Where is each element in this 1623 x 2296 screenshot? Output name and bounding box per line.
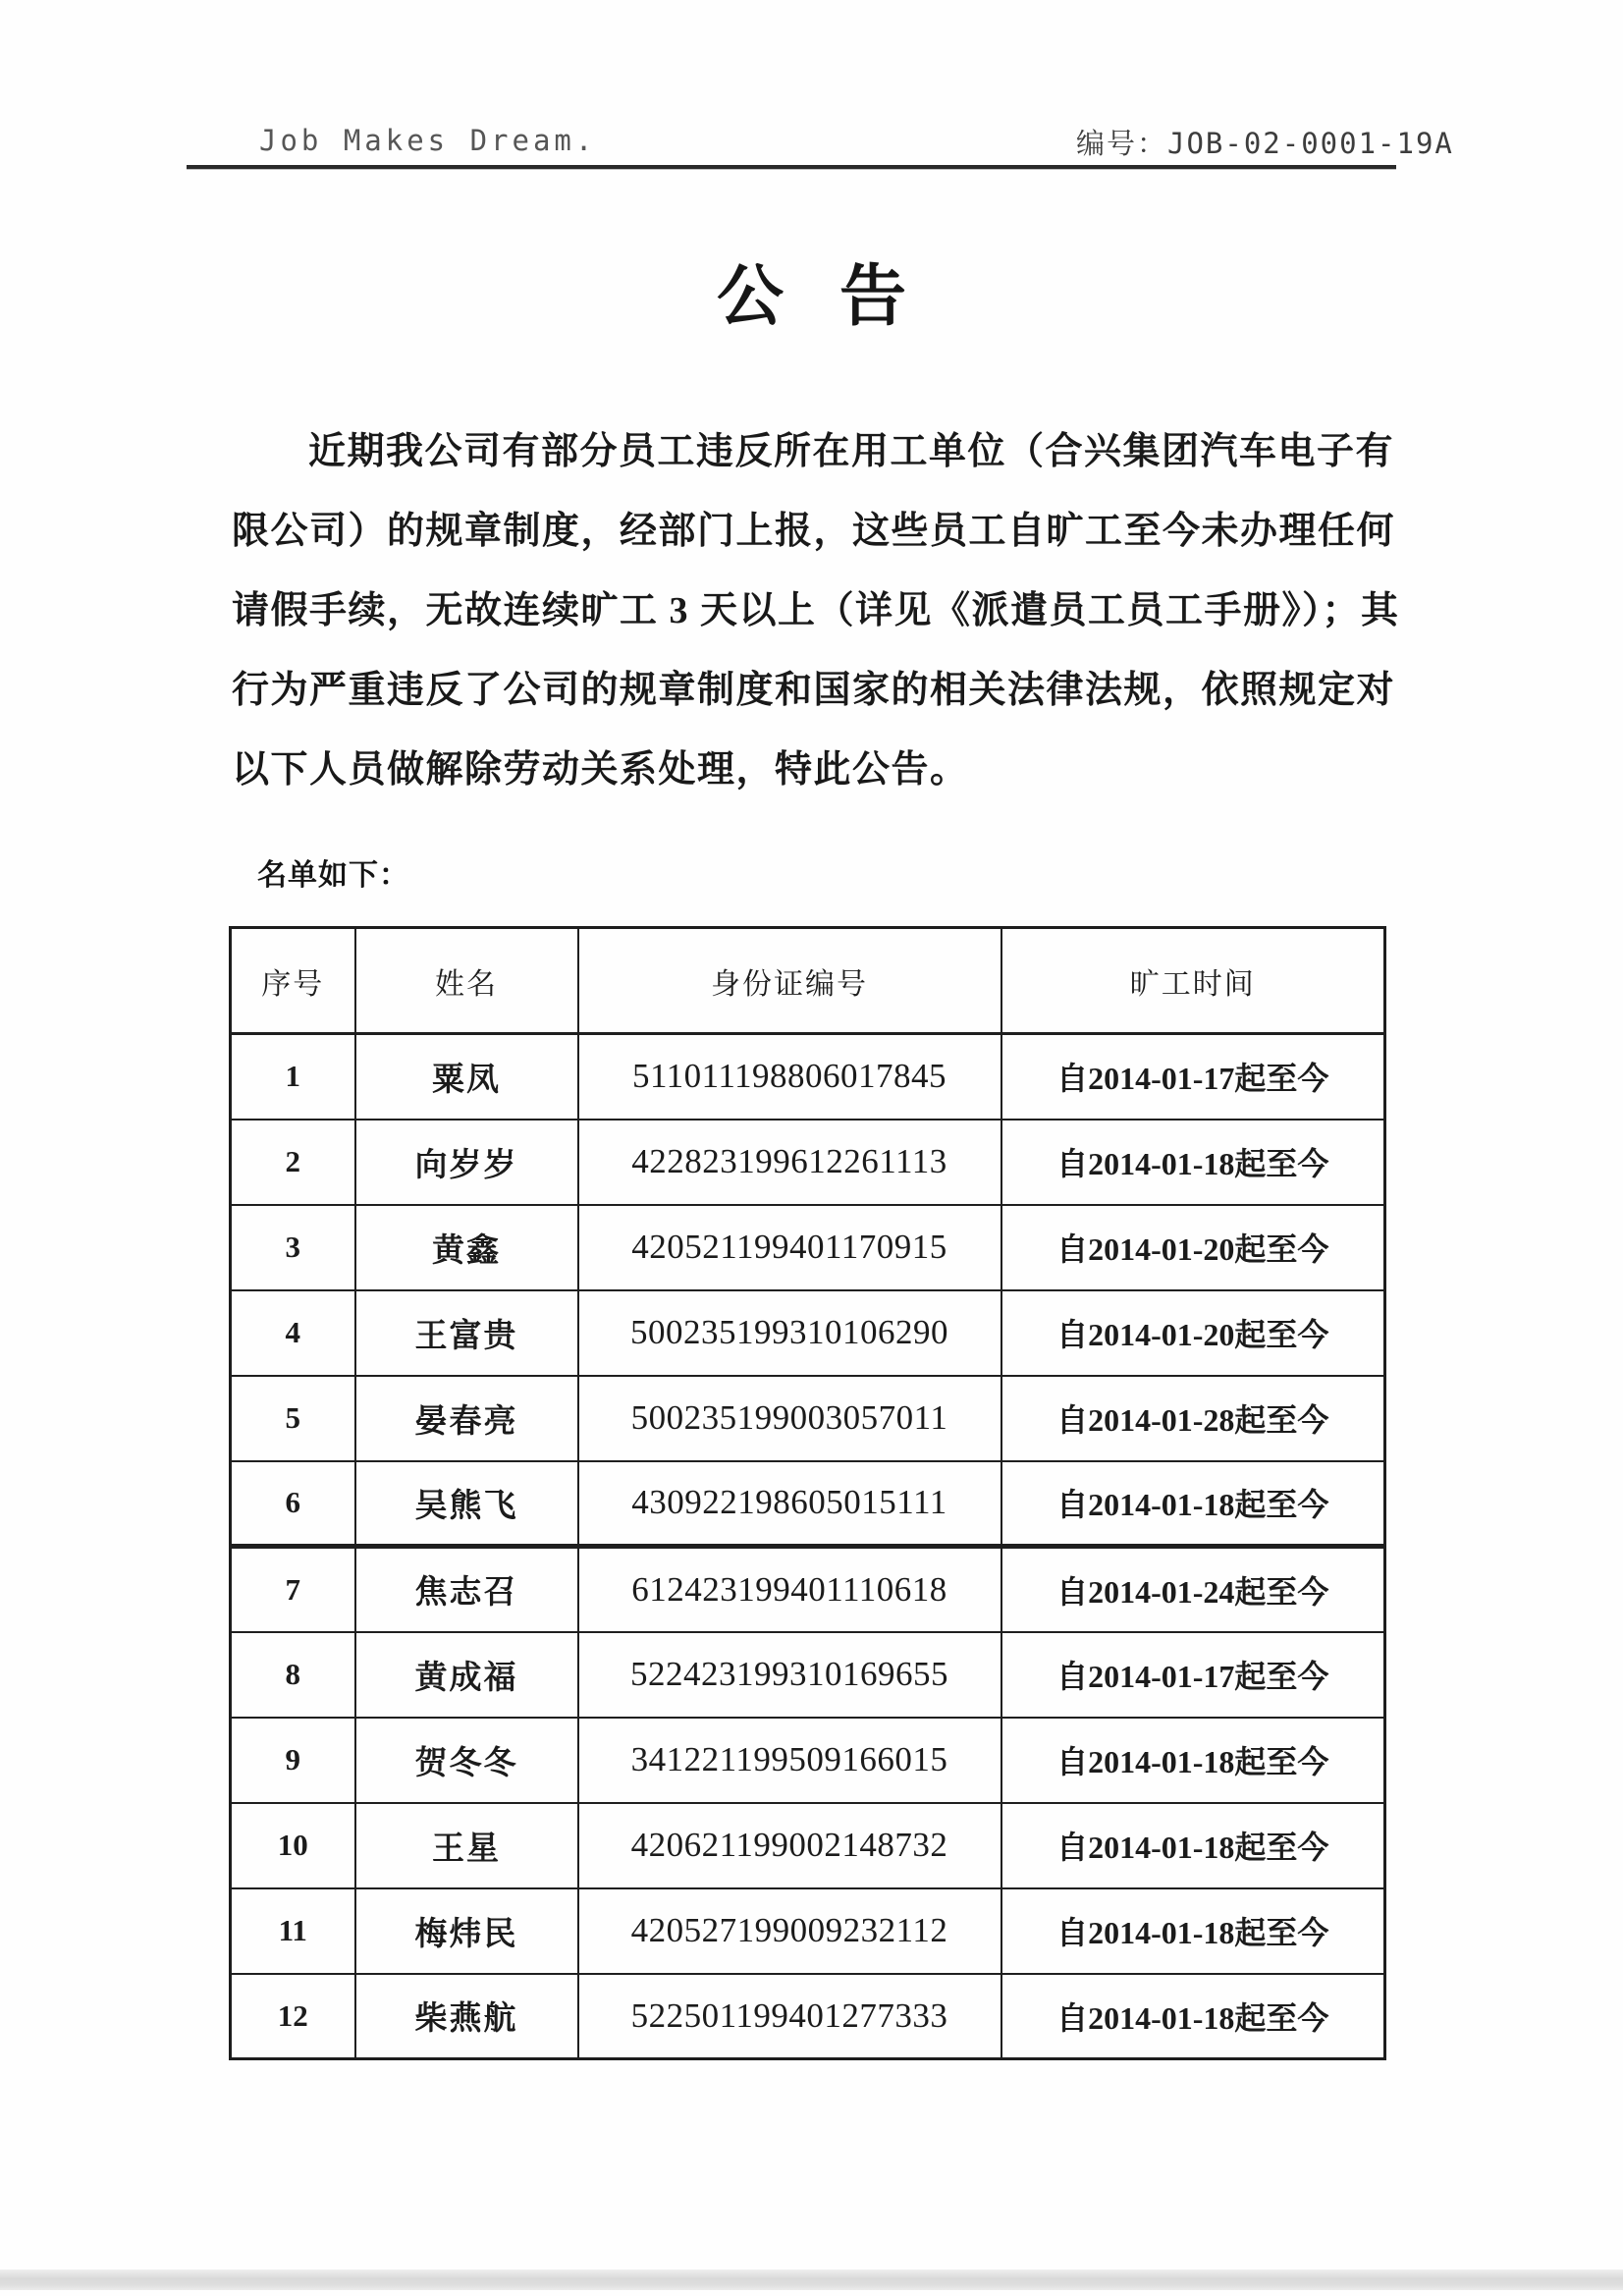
- paragraph-line: 以下人员做解除劳动关系处理，特此公告。: [232, 749, 969, 791]
- roster-table: [229, 926, 1386, 2060]
- row-index-cell: 11: [231, 1888, 355, 1974]
- row-absence-cell: 自2014-01-18起至今: [1001, 1718, 1385, 1803]
- header-slogan: Job Makes Dream.: [259, 124, 597, 157]
- row-id-cell: 430922198605015111: [578, 1461, 1001, 1547]
- row-id-cell: 500235199310106290: [578, 1290, 1001, 1376]
- table-row: [231, 1205, 1385, 1290]
- roster-table-body: [231, 1034, 1385, 2059]
- row-id-cell: 422823199612261113: [578, 1120, 1001, 1205]
- table-row: [231, 1376, 1385, 1461]
- row-id-cell: 612423199401110618: [578, 1547, 1001, 1632]
- table-row: [231, 1632, 1385, 1718]
- row-index-cell: 1: [231, 1034, 355, 1120]
- row-name-cell: 柴燕航: [355, 1974, 578, 2059]
- row-absence-cell: 自2014-01-18起至今: [1001, 1888, 1385, 1974]
- header-cell-absence: 旷工时间: [1001, 928, 1385, 1034]
- row-absence-cell: 自2014-01-18起至今: [1001, 1974, 1385, 2059]
- row-absence-cell: 自2014-01-17起至今: [1001, 1034, 1385, 1120]
- row-absence-cell: 自2014-01-20起至今: [1001, 1290, 1385, 1376]
- row-name-cell: 晏春亮: [355, 1376, 578, 1461]
- roster-list-label: 名单如下：: [257, 859, 409, 892]
- row-index-cell: 10: [231, 1803, 355, 1888]
- header-cell-id: 身份证编号: [578, 928, 1001, 1034]
- page-title: 公 告: [716, 259, 926, 334]
- row-index-cell: 2: [231, 1120, 355, 1205]
- row-absence-cell: 自2014-01-28起至今: [1001, 1376, 1385, 1461]
- row-name-cell: 黄鑫: [355, 1205, 578, 1290]
- header-rule: [187, 165, 1396, 169]
- row-absence-cell: 自2014-01-24起至今: [1001, 1547, 1385, 1632]
- table-row: [231, 1120, 1385, 1205]
- row-name-cell: 焦志召: [355, 1547, 578, 1632]
- row-index-cell: 12: [231, 1974, 355, 2059]
- row-index-cell: 8: [231, 1632, 355, 1718]
- row-index-cell: 3: [231, 1205, 355, 1290]
- paragraph-line: 限公司）的规章制度，经部门上报，这些员工自旷工至今未办理任何: [232, 511, 1396, 552]
- table-header-row: [231, 928, 1385, 1034]
- table-row: [231, 1290, 1385, 1376]
- row-absence-cell: 自2014-01-18起至今: [1001, 1120, 1385, 1205]
- body-paragraph: [232, 412, 1449, 810]
- paragraph-line: 近期我公司有部分员工违反所在用工单位（合兴集团汽车电子有: [308, 431, 1395, 472]
- table-row: [231, 1718, 1385, 1803]
- row-name-cell: 王富贵: [355, 1290, 578, 1376]
- row-name-cell: 贺冬冬: [355, 1718, 578, 1803]
- row-index-cell: 5: [231, 1376, 355, 1461]
- row-index-cell: 6: [231, 1461, 355, 1547]
- row-absence-cell: 自2014-01-18起至今: [1001, 1461, 1385, 1547]
- row-id-cell: 511011198806017845: [578, 1034, 1001, 1120]
- row-index-cell: 9: [231, 1718, 355, 1803]
- row-name-cell: 梅炜民: [355, 1888, 578, 1974]
- row-id-cell: 420621199002148732: [578, 1803, 1001, 1888]
- row-name-cell: 黄成福: [355, 1632, 578, 1718]
- scan-shadow-band: [0, 2269, 1623, 2290]
- row-name-cell: 粟凤: [355, 1034, 578, 1120]
- row-index-cell: 4: [231, 1290, 355, 1376]
- header-doc-number: 编号：JOB-02-0001-19A: [1076, 127, 1454, 160]
- table-row: [231, 1461, 1385, 1547]
- row-id-cell: 420527199009232112: [578, 1888, 1001, 1974]
- table-row: [231, 1547, 1385, 1632]
- row-index-cell: 7: [231, 1547, 355, 1632]
- row-name-cell: 王星: [355, 1803, 578, 1888]
- table-row: [231, 1803, 1385, 1888]
- table-row: [231, 1974, 1385, 2059]
- row-id-cell: 420521199401170915: [578, 1205, 1001, 1290]
- row-name-cell: 吴熊飞: [355, 1461, 578, 1547]
- row-name-cell: 向岁岁: [355, 1120, 578, 1205]
- row-id-cell: 522423199310169655: [578, 1632, 1001, 1718]
- table-row: [231, 1888, 1385, 1974]
- row-id-cell: 341221199509166015: [578, 1718, 1001, 1803]
- table-row: [231, 1034, 1385, 1120]
- header-cell-index: 序号: [231, 928, 355, 1034]
- row-absence-cell: 自2014-01-20起至今: [1001, 1205, 1385, 1290]
- header-cell-name: 姓名: [355, 928, 578, 1034]
- row-id-cell: 500235199003057011: [578, 1376, 1001, 1461]
- row-absence-cell: 自2014-01-18起至今: [1001, 1803, 1385, 1888]
- row-id-cell: 522501199401277333: [578, 1974, 1001, 2059]
- paragraph-line: 行为严重违反了公司的规章制度和国家的相关法律法规，依照规定对: [232, 670, 1396, 711]
- row-absence-cell: 自2014-01-17起至今: [1001, 1632, 1385, 1718]
- paragraph-line: 请假手续，无故连续旷工 3 天以上（详见《派遣员工员工手册》）；其: [232, 590, 1400, 631]
